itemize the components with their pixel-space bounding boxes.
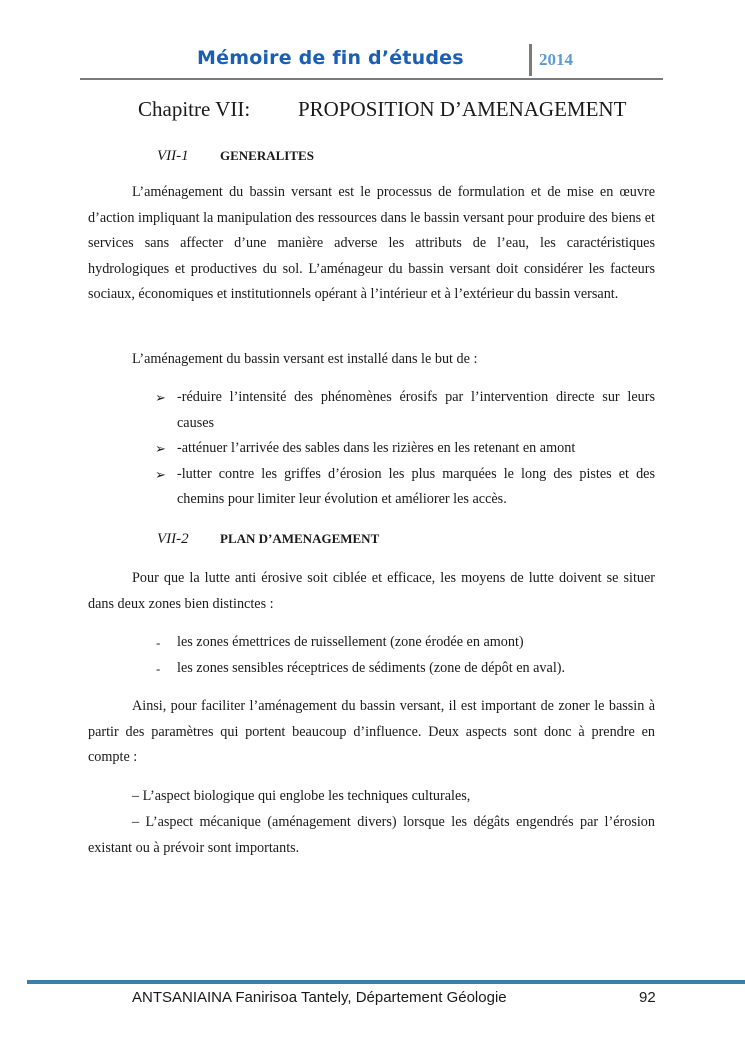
zones-list: [155, 630, 655, 681]
section-number: VII-1: [157, 148, 189, 164]
chapter-title: PROPOSITION D’AMENAGEMENT: [298, 97, 627, 121]
footer-author: ANTSANIAINA Fanirisoa Tantely, Département Géologie: [132, 989, 507, 1006]
list-item: - les zones sensibles réceptrices de sédiments (zone de dépôt en aval).: [155, 656, 655, 682]
list-item: ➢ -lutter contre les griffes d’érosion les plus marquées le long des pistes et des chemins pour limiter leur évolution et améliorer les accès.: [155, 462, 655, 513]
arrow-bullet-icon: ➢: [155, 441, 166, 457]
arrow-bullet-icon: ➢: [155, 466, 166, 482]
list-item: ➢ -atténuer l’arrivée des sables dans les rizières en les retenant en amont: [155, 436, 655, 462]
paragraph-aspect-biologique: – L’aspect biologique qui englobe les techniques culturales,: [132, 788, 471, 804]
section-heading-plan: [157, 531, 379, 548]
section-title: PLAN D’AMENAGEMENT: [220, 531, 380, 546]
page-number: 92: [639, 989, 656, 1006]
footer-rule: [27, 980, 745, 984]
header-title: Mémoire de fin d’études: [197, 47, 464, 69]
header-divider: [529, 44, 532, 76]
chapter-heading: [138, 97, 626, 122]
dash-bullet: -: [156, 635, 161, 650]
list-item: - les zones émettrices de ruissellement (zone érodée en amont): [155, 630, 655, 656]
section-heading-generalites: [157, 148, 314, 165]
paragraph-aspect-mecanique: – L’aspect mécanique (aménagement divers) lorsque les dégâts engendrés par l’érosion existant ou à prévoir sont importants.: [88, 814, 655, 856]
chapter-number: Chapitre VII:: [138, 97, 251, 121]
paragraph-plan-intro: Pour que la lutte anti érosive soit ciblée et efficace, les moyens de lutte doivent se situer dans deux zones bien distinctes :: [88, 570, 655, 612]
list-item: ➢ -réduire l’intensité des phénomènes érosifs par l’intervention directe sur leurs causes: [155, 385, 655, 436]
arrow-bullet-icon: ➢: [155, 390, 166, 405]
paragraph-plan-zoning: Ainsi, pour faciliter l’aménagement du bassin versant, il est important de zoner le bassin à partir des paramètres qui portent beaucoup d’influence. Deux aspects sont donc à prendre en compte :: [88, 698, 655, 766]
page-header: [80, 42, 663, 80]
dash-bullet: -: [156, 660, 161, 676]
objectives-list: [155, 385, 655, 513]
section-title: GENERALITES: [220, 148, 314, 163]
section-number: VII-2: [157, 531, 189, 547]
paragraph-generalites-purpose: L’aménagement du bassin versant est installé dans le but de :: [132, 351, 478, 367]
header-year: 2014: [539, 50, 573, 69]
paragraph-generalites-definition: L’aménagement du bassin versant est le processus de formulation et de mise en œuvre d’action impliquant la manipulation des ressources dans le bassin versant pour produire des biens et services sans affecter d’une manière adverse les attributs de l’eau, les caractéristiques hydrologiques et productives du sol. L’aménageur du bassin versant doit considérer les facteurs sociaux, économiques et institutionnels opérant à l’intérieur et à l’extérieur du bassin versant.: [88, 184, 655, 303]
